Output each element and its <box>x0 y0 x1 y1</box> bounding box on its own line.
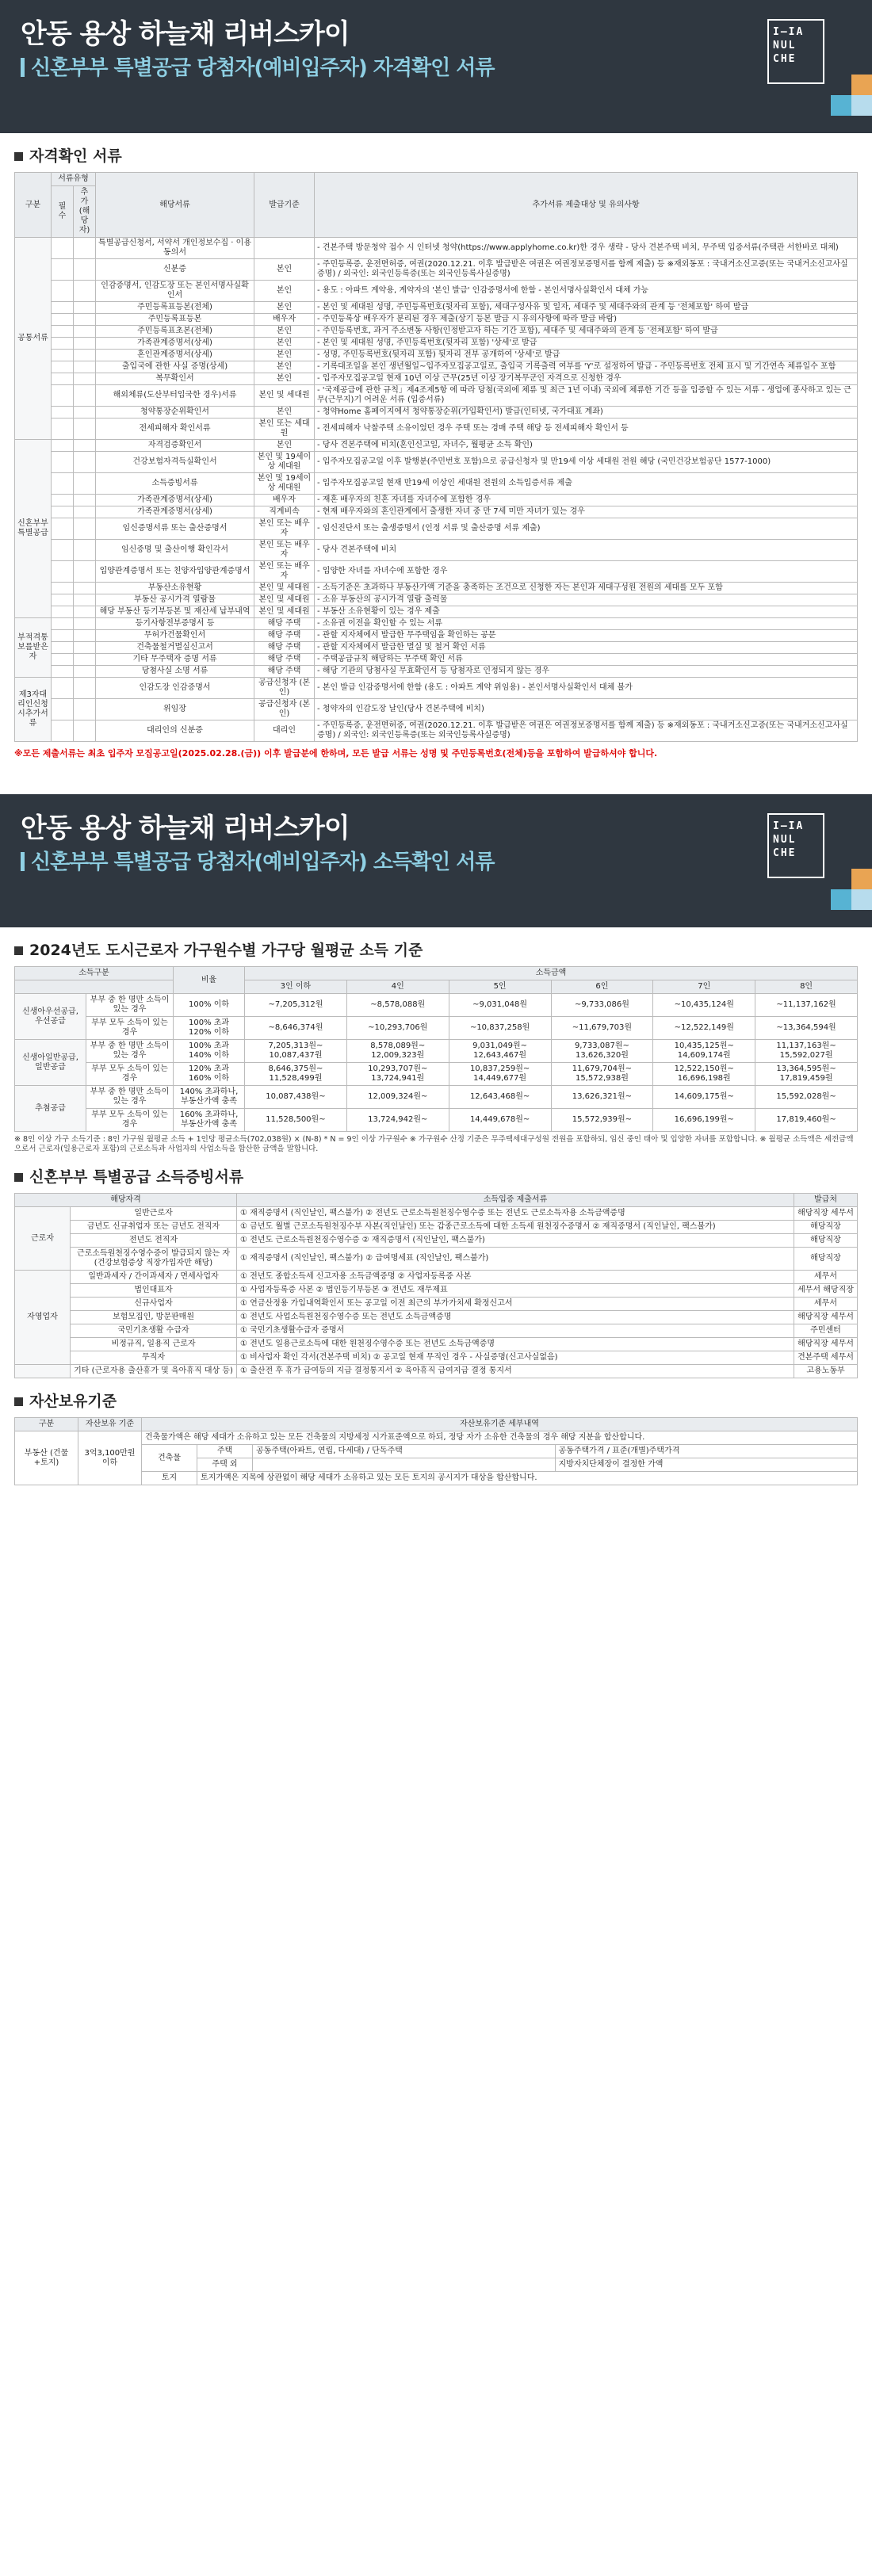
qualification-row <box>15 699 858 720</box>
issue-standard: 본인 <box>254 361 315 373</box>
doc-name: 인감증명서, 인감도장 또는 본인서명사실확인서 <box>96 281 254 302</box>
income-value: 15,592,028원~ <box>755 1086 858 1109</box>
doc-name: 가족관계증명서(상세) <box>96 495 254 506</box>
issue-standard: 본인 및 세대원 <box>254 594 315 606</box>
income-doc-row <box>15 1338 858 1351</box>
brand-logo: I—IA NUL CHE <box>767 813 824 878</box>
income-sub: 부부 중 한 명만 소득이 있는 경우 <box>86 994 174 1017</box>
doc-note: - 해당 기관의 당첨사실 무효확인서 등 당첨자로 인정되지 않는 경우 <box>315 666 858 678</box>
doc-note: - 성명, 주민등록번호(뒷자리 포함) 뒷자리 전부 공개하여 '상세'로 발급 <box>315 350 858 361</box>
doc-name: 해외체류(도산부터입국한 경우)서류 <box>96 385 254 407</box>
doc-name: 임신증명서류 또는 출산증명서 <box>96 518 254 540</box>
qualification-row <box>15 561 858 583</box>
qualification-row <box>15 473 858 495</box>
income-value: 10,837,259원~ 14,449,677원 <box>449 1063 551 1086</box>
doc-note: - 관할 지자체에서 발급한 멸실 및 철거 확인 서류 <box>315 642 858 654</box>
doc-note: - '국제공급에 관한 규칙」제4조제5항 에 따라 당첨(국외에 체류 및 최근 1년 이내) 국외에 체류한 기간 등을 입증할 수 있는 서류 - 생업에 종사하고 있는 근무(근무지)기 어려운 서류 (입증서류) <box>315 385 858 407</box>
doc-name: 주민등록표초본(전체) <box>96 326 254 338</box>
doc-note: - 임신진단서 또는 출생증명서 (인정 서류 및 출산증명 서류 제출) <box>315 518 858 540</box>
income-category: 신생아우선공급, 우선공급 <box>15 994 86 1040</box>
qualification-row <box>15 720 858 742</box>
income-value: 13,626,321원~ <box>551 1086 653 1109</box>
income-doc-row <box>15 1324 858 1338</box>
income-value: 14,449,678원~ <box>449 1109 551 1132</box>
doc-name: 부동산소유현황 <box>96 583 254 594</box>
doc-name: 주민등록표등본 <box>96 314 254 326</box>
income-doc-row <box>15 1351 858 1365</box>
qual-issuer: 견본주택 세무서 <box>794 1351 858 1365</box>
income-row <box>15 1017 858 1040</box>
income-doc-row <box>15 1311 858 1324</box>
doc-name: 복무확인서 <box>96 373 254 385</box>
income-value: 7,205,313원~ 10,087,437원 <box>245 1040 347 1063</box>
doc-name: 기타 무주택자 증명 서류 <box>96 654 254 666</box>
income-value: ~9,031,048원 <box>449 994 551 1017</box>
qualification-row <box>15 495 858 506</box>
issue-standard: 본인 및 19세이상 세대원 <box>254 452 315 473</box>
qual-issuer: 세무서 해당직장 <box>794 1284 858 1298</box>
doc-note: - 부동산 소유현황이 있는 경우 제출 <box>315 606 858 618</box>
doc-note: - 재혼 배우자의 친혼 자녀를 자녀수에 포함한 경우 <box>315 495 858 506</box>
doc-name: 자격검증확인서 <box>96 440 254 452</box>
doc-note: - 입주자모집공고일 현재 10년 이상 근무(25년 이상 장기복무군인 자격으로 신청한 경우 <box>315 373 858 385</box>
income-sub: 부부 모두 소득이 있는 경우 <box>86 1063 174 1086</box>
income-notes: ※ 8인 이상 가구 소득기준 : 8인 가구원 월평균 소득 + 1인당 평균소득(702,038원) × (N-8) * N = 9인 이상 가구원수 ※ 가구원수 산정 기준은 무주택세대구성원 전원을 포함하되, 임신 중인 태아 및 입양한 자녀를 포함합니다. ※ 월평균 소득액은 세전금액으로서 근로자(일용근로자 포함)의 근로소득과 사업자의 사업소득을 합산한 금액을 말합니다. <box>14 1135 854 1153</box>
issue-standard: 본인 <box>254 302 315 314</box>
issue-standard <box>254 238 315 259</box>
issue-standard: 본인 <box>254 373 315 385</box>
qualification-row <box>15 238 858 259</box>
issue-standard: 해당 주택 <box>254 654 315 666</box>
income-standard-table: 소득구분 비율 소득금액 3인 이하 4인 5인 6인 7인 8인 신생아우선공급, 우선공급 부부 중 한 명만 소득이 있는 경우 100% 이하 ~7,205,312원 ~8,578,088원 ~9,031,048원 ~9,733,086원 ~10,435,124원 ~11,137,162원 부부 모두 소득이 있는 경우 100% 초과 120% 이하 ~8,646,374원 ~10,293,706원 ~10,837,258원 ~11,679,703원 ~12,522,149원 ~13,364,594원 신생아일반공급, 일반공급 부부 중 한 명만 소득이 있는 경우 100% 초과 140% 이하 7,205,313원~ 10,087,437원 8,578,089원~ 12,009,323원 9,031,049원~ 12,643,467원 9,733,087원~ 13,626,320원 10,435,125원~ 14,609,174원 11,137,163원~ 15,592,027원 부부 모두 소득이 있는 경우 120% 초과 160% 이하 8,646,375원~ 11,528,499원 10,293,707원~ 13,724,941원 10,837,259원~ 14,449,677원 11,679,704원~ 15,572,938원 12,522,150원~ 16,696,198원 13,364,595원~ 17,819,459원 추첨공급 부부 중 한 명만 소득이 있는 경우 140% 초과하나, 부동산가액 충족 10,087,438원~ 12,009,324원~ 12,643,468원~ 13,626,321원~ 14,609,175원~ 15,592,028원~ 부부 모두 소득이 있는 경우 160% 초과하나, 부동산가액 충족 11,528,500원~ 13,724,942원~ 14,449,678원~ 15,572,939원~ 16,696,199원~ 17,819,460원~ <box>14 966 858 1132</box>
income-doc-row <box>15 1298 858 1311</box>
qualification-row <box>15 350 858 361</box>
qual-docs: ① 재직증명서 (직인날인, 팩스불가) ② 전년도 근로소득원천징수영수증 또는 전년도 근로소득자용 소득금액증명 <box>237 1207 794 1221</box>
income-value: 17,819,460원~ <box>755 1109 858 1132</box>
doc-name: 신분증 <box>96 259 254 281</box>
income-value: 11,679,704원~ 15,572,938원 <box>551 1063 653 1086</box>
income-row <box>15 994 858 1017</box>
doc-name: 해당 부동산 등기부등본 및 재산세 납부내역 <box>96 606 254 618</box>
qualification-row <box>15 606 858 618</box>
doc-name: 당첨사실 소명 서류 <box>96 666 254 678</box>
income-value: 11,137,163원~ 15,592,027원 <box>755 1040 858 1063</box>
asset-detail-head: 건축물가액은 해당 세대가 소유하고 있는 모든 건축물의 지방세정 시가표준액으로 하되, 정당 자가 소유한 건축물의 경우 해당 지분을 합산합니다. <box>142 1431 858 1445</box>
income-ratio: 160% 초과하나, 부동산가액 충족 <box>174 1109 245 1132</box>
qual-docs: ① 사업자등록증 사본 ② 법인등기부등본 ③ 전년도 재무제표 <box>237 1284 794 1298</box>
qualification-row <box>15 678 858 699</box>
banner-income <box>0 794 872 927</box>
issue-standard: 본인 <box>254 259 315 281</box>
qual-issuer: 해당직장 <box>794 1221 858 1234</box>
income-doc-row <box>15 1271 858 1284</box>
asset-type: 부동산 (건물+토지) <box>15 1431 78 1485</box>
doc-note: - 주택공급규칙 해당하는 무주택 확인 서류 <box>315 654 858 666</box>
group-label: 신혼부부특별공급 <box>15 440 52 618</box>
doc-note: - 입양한 자녀를 자녀수에 포함한 경우 <box>315 561 858 583</box>
doc-note: - 용도 : 아파트 계약용, 계약자의 '본인 발급' 인감증명서에 한함 - 본인서명사실확인서 대체 가능 <box>315 281 858 302</box>
doc-name: 전세피해자 확인서류 <box>96 419 254 440</box>
qual-issuer: 해당직장 세무서 <box>794 1338 858 1351</box>
qualification-row <box>15 302 858 314</box>
issue-standard: 공급신청자 (본인) <box>254 699 315 720</box>
qualification-row <box>15 583 858 594</box>
income-value: ~8,578,088원 <box>346 994 449 1017</box>
doc-note: - 소유 부동산의 공시가격 열람 출력물 <box>315 594 858 606</box>
section-heading: 2024년도 도시근로자 가구원수별 가구당 월평균 소득 기준 <box>14 938 858 960</box>
doc-note: - 관할 지자체에서 발급한 무주택임을 확인하는 공문 <box>315 630 858 642</box>
issue-standard: 배우자 <box>254 495 315 506</box>
qual-issuer: 해당직장 <box>794 1248 858 1271</box>
doc-note: - 주민등록증, 운전면허증, 여권(2020.12.21. 이후 발급받은 여권은 여권정보증명서를 함께 제출) 등 ※재외동포 : 국내거소신고증(또는 국내거소신고사실증명) / 외국인: 외국인등록증(또는 외국인등록사실증명) <box>315 720 858 742</box>
qualification-row <box>15 518 858 540</box>
qual-docs: ① 전년도 근로소득원천징수영수증 ② 재직증명서 (직인날인, 팩스불가) <box>237 1234 794 1248</box>
qualification-row <box>15 419 858 440</box>
doc-name: 가족관계증명서(상세) <box>96 506 254 518</box>
qual-group: 자영업자 <box>15 1271 71 1365</box>
income-ratio: 100% 초과 140% 이하 <box>174 1040 245 1063</box>
qualification-row <box>15 259 858 281</box>
qualification-row <box>15 326 858 338</box>
income-sub: 부부 모두 소득이 있는 경우 <box>86 1109 174 1132</box>
qual-issuer: 세무서 <box>794 1271 858 1284</box>
qualification-row <box>15 540 858 561</box>
qualification-row <box>15 338 858 350</box>
qualification-row <box>15 630 858 642</box>
income-row <box>15 1086 858 1109</box>
income-row <box>15 1109 858 1132</box>
issue-standard: 본인 <box>254 281 315 302</box>
income-doc-row <box>15 1234 858 1248</box>
income-value: 8,578,089원~ 12,009,323원 <box>346 1040 449 1063</box>
income-value: 14,609,175원~ <box>653 1086 755 1109</box>
issue-standard: 본인 및 세대원 <box>254 385 315 407</box>
doc-note: - 청약Home 홈페이지에서 청약통장순위(가입확인서) 발급(인터넷, 국가대표 계좌) <box>315 407 858 419</box>
income-sub: 부부 모두 소득이 있는 경우 <box>86 1017 174 1040</box>
doc-note: - 소득기준은 초과하나 부동산가액 기준을 충족하는 조건으로 신청한 자는 본인과 세대구성원 전원의 세대를 모두 포함 <box>315 583 858 594</box>
income-value: ~13,364,594원 <box>755 1017 858 1040</box>
qualification-row <box>15 373 858 385</box>
income-doc-row <box>15 1365 858 1378</box>
qual-type: 기타 (근로자용 출산휴가 및 육아휴직 대상 등) <box>71 1365 237 1378</box>
doc-name: 등기사항전부증명서 등 <box>96 618 254 630</box>
income-value: 12,522,150원~ 16,696,198원 <box>653 1063 755 1086</box>
qual-docs: ① 연금산정용 가입내역확인서 또는 공고일 이전 최근의 부가가치세 확정신고서 <box>237 1298 794 1311</box>
doc-name: 혼인관계증명서(상세) <box>96 350 254 361</box>
qual-docs: ① 금년도 월별 근로소득원천징수부 사본(직인날인) 또는 갑종근로소득에 대한 소득세 원천징수증명서 ② 재직증명서 (직인날인, 팩스불가) <box>237 1221 794 1234</box>
income-sub: 부부 중 한 명만 소득이 있는 경우 <box>86 1040 174 1063</box>
brand-logo: I—IA NUL CHE <box>767 19 824 84</box>
income-value: 16,696,199원~ <box>653 1109 755 1132</box>
qual-type: 비정규직, 일용직 근로자 <box>71 1338 237 1351</box>
qualification-row <box>15 618 858 630</box>
issue-standard: 대리인 <box>254 720 315 742</box>
doc-note: - 본인 및 세대원 성명, 주민등록번호(뒷자리 포함), 세대구성사유 및 일자, 세대주 및 세대주와의 관계 등 '전체포함' 하여 발급 <box>315 302 858 314</box>
income-category: 추첨공급 <box>15 1086 86 1132</box>
qual-issuer: 세무서 <box>794 1298 858 1311</box>
doc-name: 무허가건물확인서 <box>96 630 254 642</box>
qual-type: 금년도 신규취업자 또는 금년도 전직자 <box>71 1221 237 1234</box>
issue-standard: 배우자 <box>254 314 315 326</box>
income-value: 10,087,438원~ <box>245 1086 347 1109</box>
income-value: ~7,205,312원 <box>245 994 347 1017</box>
qual-docs: ① 전년도 일용근로소득에 대한 원천징수영수증 또는 전년도 소득금액증명 <box>237 1338 794 1351</box>
doc-note: - 본인 발급 인감증명서에 한함 (용도 : 아파트 계약 위임용) - 본인서명사실확인서 대체 불가 <box>315 678 858 699</box>
income-value: 9,031,049원~ 12,643,467원 <box>449 1040 551 1063</box>
income-value: 13,364,595원~ 17,819,459원 <box>755 1063 858 1086</box>
qual-docs: ① 전년도 종합소득세 신고자용 소득금액증명 ② 사업자등록증 사본 <box>237 1271 794 1284</box>
qualification-row <box>15 361 858 373</box>
banner-qualification <box>0 0 872 133</box>
qualification-row <box>15 452 858 473</box>
doc-note: - 입주자모집공고일 이후 발행분(주민번호 포함)으로 공급신청자 및 만19세 이상 세대원 전원 해당 (국민건강보험공단 1577-1000) <box>315 452 858 473</box>
issue-standard: 본인 또는 세대원 <box>254 419 315 440</box>
qual-issuer: 해당직장 <box>794 1234 858 1248</box>
issue-standard: 본인 또는 배우자 <box>254 518 315 540</box>
qual-type: 법인대표자 <box>71 1284 237 1298</box>
doc-name: 건강보험자격득실확인서 <box>96 452 254 473</box>
asset-limit: 3억3,100만원 이하 <box>78 1431 142 1485</box>
income-doc-row <box>15 1284 858 1298</box>
income-value: ~11,137,162원 <box>755 994 858 1017</box>
income-value: ~8,646,374원 <box>245 1017 347 1040</box>
doc-name: 특별공급신청서, 서약서 개인정보수집 · 이용동의서 <box>96 238 254 259</box>
issue-standard: 본인 <box>254 350 315 361</box>
complex-title: 안동 용상 하늘채 리버스카이 <box>21 18 350 50</box>
qual-type: 보험모집인, 방문판매원 <box>71 1311 237 1324</box>
income-doc-row <box>15 1248 858 1271</box>
qual-group: 근로자 <box>15 1207 71 1271</box>
qualification-row <box>15 314 858 326</box>
qual-docs: ① 전년도 사업소득원천징수영수증 또는 전년도 소득금액증명 <box>237 1311 794 1324</box>
section-subtitle: 신혼부부 특별공급 당첨자(예비입주자) 자격확인 서류 <box>21 52 851 84</box>
qualification-row <box>15 654 858 666</box>
income-value: 15,572,939원~ <box>551 1109 653 1132</box>
issue-standard: 해당 주택 <box>254 666 315 678</box>
qual-type: 일반근로자 <box>71 1207 237 1221</box>
income-value: 10,293,707원~ 13,724,941원 <box>346 1063 449 1086</box>
group-label: 부적격통보를받은자 <box>15 618 52 678</box>
issue-standard: 본인 <box>254 338 315 350</box>
income-value: ~9,733,086원 <box>551 994 653 1017</box>
qual-type: 근로소득원천징수영수증이 발급되지 않는 자 (건강보험증상 직장가입자만 해당) <box>71 1248 237 1271</box>
issue-standard: 해당 주택 <box>254 630 315 642</box>
income-ratio: 120% 초과 160% 이하 <box>174 1063 245 1086</box>
issue-standard: 본인 또는 배우자 <box>254 540 315 561</box>
income-ratio: 140% 초과하나, 부동산가액 충족 <box>174 1086 245 1109</box>
qual-type: 전년도 전직자 <box>71 1234 237 1248</box>
income-doc-row <box>15 1207 858 1221</box>
income-doc-row <box>15 1221 858 1234</box>
group-label: 공통서류 <box>15 238 52 440</box>
income-value: 11,528,500원~ <box>245 1109 347 1132</box>
section-heading: 신혼부부 특별공급 소득증빙서류 <box>14 1165 858 1187</box>
doc-note: - 주민등록증, 운전면허증, 여권(2020.12.21. 이후 발급받은 여권은 여권정보증명서를 함께 제출) 등 ※재외동포 : 국내거소신고증(또는 국내거소신고사실증명) / 외국인: 외국인등록증(또는 외국인등록사실증명) <box>315 259 858 281</box>
doc-name: 대리인의 신분증 <box>96 720 254 742</box>
income-value: 12,009,324원~ <box>346 1086 449 1109</box>
doc-note: - 기록대조일을 본인 생년월일~입주자모집공고일로, 출입국 기록출력 여부를 'Y'로 설정하여 발급 - 주민등록번호 전체 표시 및 기간연속 체류일수 포함 <box>315 361 858 373</box>
qual-type: 무직자 <box>71 1351 237 1365</box>
complex-title: 안동 용상 하늘채 리버스카이 <box>21 812 350 844</box>
doc-name: 청약통장순위확인서 <box>96 407 254 419</box>
qualification-table: 구분 서류유형 해당서류 발급기준 추가서류 제출대상 및 유의사항 필수 추가(해당자) 공통서류 특별공급신청서, 서약서 개인정보수집 · 이용동의서 - 견본주택 방문청약 접수 시 인터넷 청약(https://www.applyhome.co.kr)한 경우 생략 - 당사 견본주택 비치, 무주택 입증서류(주택관 서한바로 대체) 신분증 본인 - 주민등록증, 운전면허증, 여권(2020.12.21. 이후 발급받은 여권은 여권정보증명서를 함께 제출) 등 ※재외동포 : 국내거소신고증(또는 국내거소신고사실증명) / 외국인: 외국인등록증(또는 외국인등록사실증명) 인감증명서, 인감도장 또는 본인서명사실확인서 본인 - 용도 : 아파트 계약용, 계약자의 '본인 발급' 인감증명서에 한함 - 본인서명사실확인서 대체 가능 주민등록표등본(전체) 본인 - 본인 및 세대원 성명, 주민등록번호(뒷자리 포함), 세대구성사유 및 일자, 세대주 및 세대주와의 관계 등 '전체포함' 하여 발급 주민등록표등본 배우자 - 주민등록상 배우자가 분리된 경우 제출(상기 등본 발급 시 유의사항에 따라 발급 바람) 주민등록표초본(전체) 본인 - 주민등록번호, 과거 주소변동 사항(인정받고자 하는 기간 포함), 세대주 및 세대주와의 관계 등 '전체포함' 하여 발급 가족관계증명서(상세) 본인 - 본인 및 세대원 성명, 주민등록번호(뒷자리 포함) '상세'로 발급 혼인관계증명서(상세) 본인 - 성명, 주민등록번호(뒷자리 포함) 뒷자리 전부 공개하여 '상세'로 발급 출입국에 관한 사실 증명(상세) 본인 - 기록대조일을 본인 생년월일~입주자모집공고일로, 출입국 기록출력 여부를 'Y'로 설정하여 발급 - 주민등록번호 전체 표시 및 기간연속 체류일수 포함 복무확인서 본인 - 입주자모집공고일 현재 10년 이상 근무(25년 이상 장기복무군인 자격으로 신청한 경우 해외체류(도산부터입국한 경우)서류 본인 및 세대원 - '국제공급에 관한 규칙」제4조제5항 에 따라 당첨(국외에 체류 및 최근 1년 이내) 국외에 체류한 기간 등을 입증할 수 있는 서류 - 생업에 종사하고 있는 근무(근무지)기 어려운 서류 (입증서류) 청약통장순위확인서 본인 - 청약Home 홈페이지에서 청약통장순위(가입확인서) 발급(인터넷, 국가대표 계좌) 전세피해자 확인서류 본인 또는 세대원 - 전세피해자 낙찰주택 소유이었던 경우 주택 또는 경매 주택 해당 등 전세피해자 확인서 등 신혼부부특별공급 자격검증확인서 본인 - 당사 견본주택에 비치(혼인신고일, 자녀수, 월평균 소득 확인) 건강보험자격득실확인서 본인 및 19세이상 세대원 - 입주자모집공고일 이후 발행분(주민번호 포함)으로 공급신청자 및 만19세 이상 세대원 전원 해당 (국민건강보험공단 1577-1000) 소득증빙서류 본인 및 19세이상 세대원 - 입주자모집공고일 현재 만19세 이상인 세대원 전원의 소득입증서류 제출 가족관계증명서(상세) 배우자 - 재혼 배우자의 친혼 자녀를 자녀수에 포함한 경우 가족관계증명서(상세) 직계비속 - 현재 배우자와의 혼인관계에서 출생한 자녀 중 만 7세 미만 자녀가 있는 경우 임신증명서류 또는 출산증명서 본인 또는 배우자 - 임신진단서 또는 출생증명서 (인정 서류 및 출산증명 서류 제출) 임신증명 및 출산이행 확인각서 본인 또는 배우자 - 당사 견본주택에 비치 입양관계증명서 또는 친양자입양관계증명서 본인 또는 배우자 - 입양한 자녀를 자녀수에 포함한 경우 부동산소유현황 본인 및 세대원 - 소득기준은 초과하나 부동산가액 기준을 충족하는 조건으로 신청한 자는 본인과 세대구성원 전원의 세대를 모두 포함 부동산 공시가격 열람물 본인 및 세대원 - 소유 부동산의 공시가격 열람 출력물 해당 부동산 등기부등본 및 재산세 납부내역 본인 및 세대원 - 부동산 소유현황이 있는 경우 제출 부적격통보를받은자 등기사항전부증명서 등 해당 주택 - 소유권 이전을 확인할 수 있는 서류 무허가건물확인서 해당 주택 - 관할 지자체에서 발급한 무주택임을 확인하는 공문 건축물철거멸실신고서 해당 주택 - 관할 지자체에서 발급한 멸실 및 철거 확인 서류 기타 무주택자 증명 서류 해당 주택 - 주택공급규칙 해당하는 무주택 확인 서류 당첨사실 소명 서류 해당 주택 - 해당 기관의 당첨사실 무효확인서 등 당첨자로 인정되지 않는 경우 제3자대리인신청시추가서류 인감도장 인감증명서 공급신청자 (본인) - 본인 발급 인감증명서에 한함 (용도 : 아파트 계약 위임용) - 본인서명사실확인서 대체 불가 위임장 공급신청자 (본인) - 청약자의 인감도장 날인(당사 견본주택에 비치) 대리인의 신분증 대리인 - 주민등록증, 운전면허증, 여권(2020.12.21. 이후 발급받은 여권은 여권정보증명서를 함께 제출) 등 ※재외동포 : 국내거소신고증(또는 국내거소신고사실증명) / 외국인: 외국인등록증(또는 외국인등록사실증명) <box>14 172 858 742</box>
issue-standard: 본인 또는 배우자 <box>254 561 315 583</box>
asset-table: 구분 자산보유 기준 자산보유기준 세부내역 부동산 (건물+토지) 3억3,100만원 이하 건축물가액은 해당 세대가 소유하고 있는 모든 건축물의 지방세정 시가표준액으로 하되, 정당 자가 소유한 건축물의 경우 해당 지분을 합산합니다. 건축물 주택 공동주택(아파트, 연립, 다세대) / 단독주택 공동주택가격 / 표준(개별)주택가격 주택 외 지방자치단체장이 결정한 가액 토지 토지가액은 지목에 상관없이 해당 세대가 소유하고 있는 모든 토지의 공시지가 대상을 합산합니다. <box>14 1417 858 1485</box>
doc-note: - 당사 견본주택에 비치 <box>315 540 858 561</box>
doc-name: 출입국에 관한 사실 증명(상세) <box>96 361 254 373</box>
section-heading: 자산보유기준 <box>14 1389 858 1411</box>
issue-standard: 해당 주택 <box>254 618 315 630</box>
qualification-row <box>15 642 858 654</box>
doc-name: 임신증명 및 출산이행 확인각서 <box>96 540 254 561</box>
doc-name: 건축물철거멸실신고서 <box>96 642 254 654</box>
section-subtitle: 신혼부부 특별공급 당첨자(예비입주자) 소득확인 서류 <box>21 847 851 878</box>
notice-text: ※모든 제출서류는 최초 입주자 모집공고일(2025.02.28.(금)) 이후 발급분에 한하며, 모든 발급 서류는 성명 및 주민등록번호(전체)등을 포함하여 발급하셔야 합니다. <box>14 748 658 759</box>
doc-name: 부동산 공시가격 열람물 <box>96 594 254 606</box>
income-ratio: 100% 이하 <box>174 994 245 1017</box>
doc-note: - 당사 견본주택에 비치(혼인신고일, 자녀수, 월평균 소득 확인) <box>315 440 858 452</box>
income-value: 12,643,468원~ <box>449 1086 551 1109</box>
income-value: 13,724,942원~ <box>346 1109 449 1132</box>
income-value: ~10,435,124원 <box>653 994 755 1017</box>
income-value: ~10,837,258원 <box>449 1017 551 1040</box>
qual-type: 국민기초생활 수급자 <box>71 1324 237 1338</box>
doc-note: - 청약자의 인감도장 날인(당사 견본주택에 비치) <box>315 699 858 720</box>
doc-name: 주민등록표등본(전체) <box>96 302 254 314</box>
doc-note: - 현재 배우자와의 혼인관계에서 출생한 자녀 중 만 7세 미만 자녀가 있는 경우 <box>315 506 858 518</box>
doc-name: 위임장 <box>96 699 254 720</box>
issue-standard: 본인 및 19세이상 세대원 <box>254 473 315 495</box>
issue-standard: 본인 <box>254 326 315 338</box>
doc-name: 인감도장 인감증명서 <box>96 678 254 699</box>
doc-note: - 견본주택 방문청약 접수 시 인터넷 청약(https://www.applyhome.co.kr)한 경우 생략 - 당사 견본주택 비치, 무주택 입증서류(주택관 서한바로 대체) <box>315 238 858 259</box>
doc-note: - 본인 및 세대원 성명, 주민등록번호(뒷자리 포함) '상세'로 발급 <box>315 338 858 350</box>
income-value: ~10,293,706원 <box>346 1017 449 1040</box>
qual-issuer: 주민센터 <box>794 1324 858 1338</box>
qualification-row <box>15 281 858 302</box>
income-value: 9,733,087원~ 13,626,320원 <box>551 1040 653 1063</box>
qualification-row <box>15 594 858 606</box>
issue-standard: 본인 <box>254 440 315 452</box>
qual-docs: ① 재직증명서 (직인날인, 팩스불가) ② 급여명세표 (직인날인, 팩스불가) <box>237 1248 794 1271</box>
doc-note: - 주민등록번호, 과거 주소변동 사항(인정받고자 하는 기간 포함), 세대주 및 세대주와의 관계 등 '전체포함' 하여 발급 <box>315 326 858 338</box>
income-sub: 부부 중 한 명만 소득이 있는 경우 <box>86 1086 174 1109</box>
income-value: 10,435,125원~ 14,609,174원 <box>653 1040 755 1063</box>
income-ratio: 100% 초과 120% 이하 <box>174 1017 245 1040</box>
income-row <box>15 1063 858 1086</box>
income-value: 8,646,375원~ 11,528,499원 <box>245 1063 347 1086</box>
doc-note: - 전세피해자 낙찰주택 소유이었던 경우 주택 또는 경매 주택 해당 등 전세피해자 확인서 등 <box>315 419 858 440</box>
group-label: 제3자대리인신청시추가서류 <box>15 678 52 742</box>
qual-type: 신규사업자 <box>71 1298 237 1311</box>
section-heading: 자격확인 서류 <box>14 144 858 166</box>
issue-standard: 공급신청자 (본인) <box>254 678 315 699</box>
issue-standard: 본인 <box>254 407 315 419</box>
doc-name: 입양관계증명서 또는 친양자입양관계증명서 <box>96 561 254 583</box>
doc-note: - 소유권 이전을 확인할 수 있는 서류 <box>315 618 858 630</box>
doc-note: - 주민등록상 배우자가 분리된 경우 제출(상기 등본 발급 시 유의사항에 따라 발급 바람) <box>315 314 858 326</box>
doc-name: 소득증빙서류 <box>96 473 254 495</box>
qualification-row <box>15 440 858 452</box>
qual-issuer: 해당직장 세무서 <box>794 1311 858 1324</box>
qual-docs: ① 비사업자 확인 각서(견본주택 비치) ② 공고일 현재 무직인 경우 - 사실증명(신고사실없음) <box>237 1351 794 1365</box>
qual-type: 일반과세자 / 간이과세자 / 면세사업자 <box>71 1271 237 1284</box>
income-value: ~11,679,703원 <box>551 1017 653 1040</box>
issue-standard: 본인 및 세대원 <box>254 583 315 594</box>
qualification-row <box>15 666 858 678</box>
qual-issuer: 고용노동부 <box>794 1365 858 1378</box>
doc-name: 가족관계증명서(상세) <box>96 338 254 350</box>
qual-issuer: 해당직장 세무서 <box>794 1207 858 1221</box>
issue-standard: 본인 및 세대원 <box>254 606 315 618</box>
income-row <box>15 1040 858 1063</box>
qualification-row <box>15 385 858 407</box>
doc-note: - 입주자모집공고일 현재 만19세 이상인 세대원 전원의 소득입증서류 제출 <box>315 473 858 495</box>
qualification-row <box>15 506 858 518</box>
qualification-row <box>15 407 858 419</box>
qual-docs: ① 출산전 후 휴가 급여등의 지급 결정통지서 ② 육아휴직 급여지급 결정 통지서 <box>237 1365 794 1378</box>
income-value: ~12,522,149원 <box>653 1017 755 1040</box>
issue-standard: 해당 주택 <box>254 642 315 654</box>
issue-standard: 직계비속 <box>254 506 315 518</box>
income-docs-table: 해당자격 소득입증 제출서류 발급처 근로자 일반근로자 ① 재직증명서 (직인날인, 팩스불가) ② 전년도 근로소득원천징수영수증 또는 전년도 근로소득자용 소득금액증명 해당직장 세무서 금년도 신규취업자 또는 금년도 전직자 ① 금년도 월별 근로소득원천징수부 사본(직인날인) 또는 갑종근로소득에 대한 소득세 원천징수증명서 ② 재직증명서 (직인날인, 팩스불가) 해당직장 전년도 전직자 ① 전년도 근로소득원천징수영수증 ② 재직증명서 (직인날인, 팩스불가) 해당직장 근로소득원천징수영수증이 발급되지 않는 자 (건강보험증상 직장가입자만 해당) ① 재직증명서 (직인날인, 팩스불가) ② 급여명세표 (직인날인, 팩스불가) 해당직장 자영업자 일반과세자 / 간이과세자 / 면세사업자 ① 전년도 종합소득세 신고자용 소득금액증명 ② 사업자등록증 사본 세무서 법인대표자 ① 사업자등록증 사본 ② 법인등기부등본 ③ 전년도 재무제표 세무서 해당직장 신규사업자 ① 연금산정용 가입내역확인서 또는 공고일 이전 최근의 부가가치세 확정신고서 세무서 보험모집인, 방문판매원 ① 전년도 사업소득원천징수영수증 또는 전년도 소득금액증명 해당직장 세무서 국민기초생활 수급자 ① 국민기초생활수급자 증명서 주민센터 비정규직, 일용직 근로자 ① 전년도 일용근로소득에 대한 원천징수영수증 또는 전년도 소득금액증명 해당직장 세무서 무직자 ① 비사업자 확인 각서(견본주택 비치) ② 공고일 현재 무직인 경우 - 사실증명(신고사실없음) 견본주택 세무서 기타 (근로자용 출산휴가 및 육아휴직 대상 등) ① 출산전 후 휴가 급여등의 지급 결정통지서 ② 육아휴직 급여지급 결정 통지서 고용노동부 <box>14 1193 858 1378</box>
income-category: 신생아일반공급, 일반공급 <box>15 1040 86 1086</box>
qual-docs: ① 국민기초생활수급자 증명서 <box>237 1324 794 1338</box>
